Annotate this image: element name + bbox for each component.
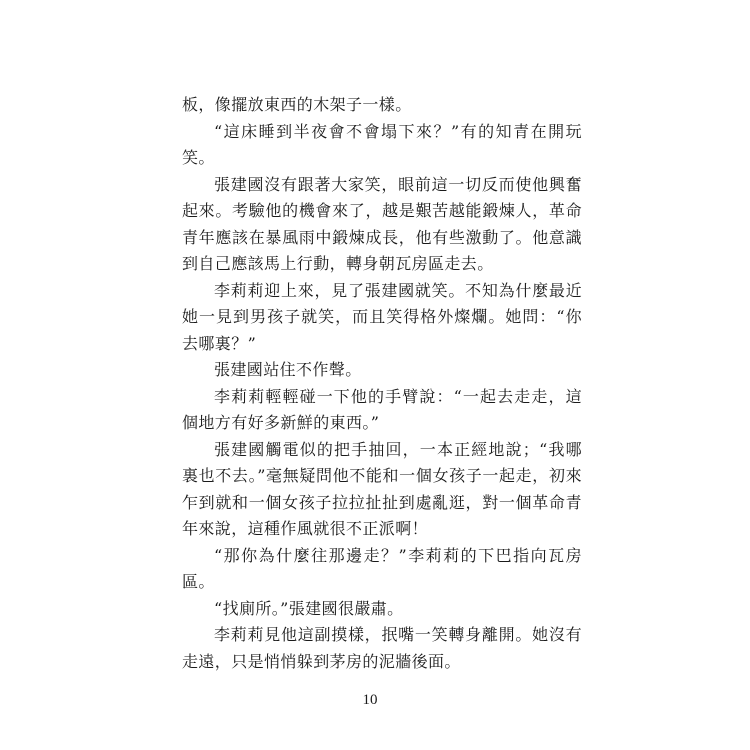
paragraph-2: “這床睡到半夜會不會塌下來？”有的知青在開玩笑。 [182, 121, 582, 167]
paragraph-9: “找廁所。”張建國很嚴肅。 [214, 598, 404, 618]
page-number: 10 [362, 692, 378, 708]
paragraph-5: 張建國站住不作聲。 [214, 360, 362, 379]
paragraph-4: 李莉莉迎上來，見了張建國就笑。不知為什麼最近她一見到男孩子就笑，而且笑得格外燦爛。她問：“你去哪裏？” [182, 280, 582, 353]
body-text [182, 92, 582, 675]
paragraph-3: 張建國沒有跟著大家笑，眼前這一切反而使他興奮起來。考驗他的機會來了，越是艱苦越能鍛煉人，革命青年應該在暴風雨中鍛煉成長，他有些激動了。他意識到自己應該馬上行動，轉身朝瓦房區走去。 [182, 174, 582, 273]
paragraph-10: 李莉莉見他這副摸樣，抿嘴一笑轉身離開。她沒有走遠，只是悄悄躲到茅房的泥牆後面。 [182, 625, 582, 671]
paragraph-8: “那你為什麼往那邊走？”李莉莉的下巴指向瓦房區。 [182, 545, 582, 591]
paragraph-7: 張建國觸電似的把手抽回，一本正經地說；“我哪裏也不去。”毫無疑問他不能和一個女孩子一起走，初來乍到就和一個女孩子拉拉扯扯到處亂逛，對一個革命青年來說，這種作風就很不正派啊！ [182, 439, 582, 538]
paragraph-1: 板，像擺放東西的木架子一樣。 [182, 95, 412, 114]
paragraph-6: 李莉莉輕輕碰一下他的手臂說：“一起去走走，這個地方有好多新鮮的東西。” [182, 386, 582, 432]
